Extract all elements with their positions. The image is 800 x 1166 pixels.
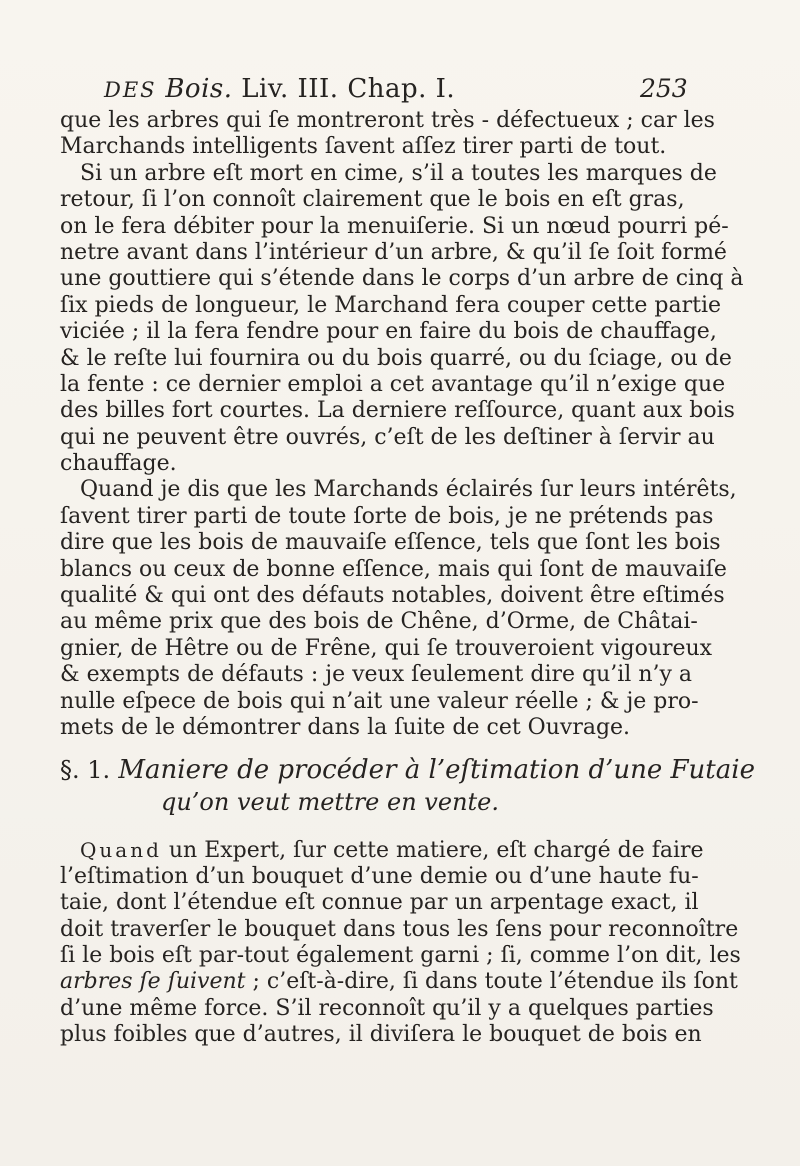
text-line: ſavent tirer parti de toute ſorte de bois, je ne prétends pas	[60, 503, 714, 529]
text-line: & le reſte lui fournira ou du bois quarré, ou du ſciage, ou de	[60, 345, 732, 371]
section-heading-continued	[60, 789, 720, 821]
text-line: au même prix que des bois de Chêne, d’Orme, de Châtai-	[60, 609, 698, 635]
text-line: retour, ſi l’on connoît clairement que le bois en eſt gras,	[60, 187, 685, 213]
text-line: qualité & qui ont des défauts notables, doivent être eſtimés	[60, 583, 725, 609]
paragraph-3	[60, 477, 737, 741]
text-line: ſix pieds de longueur, le Marchand fera couper cette partie	[60, 292, 721, 318]
text-fragment: ; c’eſt-à-dire, ſi dans toute l’étendue ils ſont	[245, 969, 738, 995]
text-line: gnier, de Hêtre ou de Frêne, qui ſe trouveroient vigoureux	[60, 635, 713, 661]
text-line: Marchands intelligents ſavent aſſez tirer parti de tout.	[60, 134, 667, 160]
body-text	[60, 108, 755, 1049]
text-line: viciée ; il la fera fendre pour en faire du bois de chauffage,	[60, 319, 717, 345]
text-line: d’une même force. S’il reconnoît qu’il y a quelques parties	[60, 995, 714, 1021]
text-line: on le fera débiter pour la menuiſerie. Si un nœud pourri pé-	[60, 213, 729, 239]
text-line: des billes fort courtes. La derniere reſſource, quant aux bois	[60, 398, 735, 424]
text-line: blancs ou ceux de bonne eſſence, mais qui ſont de mauvaiſe	[60, 556, 727, 582]
text-line: nulle eſpece de bois qui n’ait une valeur réelle ; & je pro-	[60, 688, 699, 714]
text-line: plus foibles que d’autres, il diviſera le bouquet de bois en	[60, 1022, 702, 1048]
text-line: & exempts de défauts : je veux ſeulement dire qu’il n’y a	[60, 662, 693, 688]
text-line: chauffage.	[60, 451, 177, 477]
text-line: qui ne peuvent être ouvrés, c’eſt de les deſtiner à ſervir au	[60, 424, 715, 450]
initial-word: Quand	[80, 838, 162, 863]
page-number: 253	[640, 74, 688, 103]
running-head-bois: Bois.	[165, 74, 233, 104]
text-line: Si un arbre eſt mort en cime, s’il a toutes les marques de	[80, 160, 717, 186]
text-line: mets de le démontrer dans la ſuite de cet Ouvrage.	[60, 714, 631, 740]
section-number: §. 1.	[60, 756, 111, 785]
text-line: taie, dont l’étendue eſt connue par un arpentage exact, il	[60, 890, 699, 916]
text-line: l’eſtimation d’un bouquet d’une demie ou d’une haute fu-	[60, 863, 699, 889]
running-head	[104, 74, 624, 104]
paragraph-4	[60, 837, 741, 1048]
section-title-line-2: qu’on veut mettre en vente.	[160, 788, 499, 817]
text-line: ſi le bois eſt par-tout également garni ; ſi, comme l’on dit, les	[60, 942, 741, 968]
running-head-chapter: Liv. III. Chap. I.	[241, 74, 456, 104]
italic-phrase: arbres ſe ſuivent	[60, 969, 246, 995]
paragraph-2	[60, 160, 744, 478]
text-line: netre avant dans l’intérieur d’un arbre, & qu’il ſe ſoit formé	[60, 239, 727, 265]
text-line	[60, 969, 738, 995]
text-line	[60, 837, 720, 863]
text-line: une gouttiere qui s’étende dans le corps d’un arbre de cinq à	[60, 266, 744, 292]
section-heading	[60, 755, 755, 789]
text-line: Quand je dis que les Marchands éclairés ſur leurs intérêts,	[80, 477, 737, 503]
section-title-line-1: Maniere de procéder à l’eſtimation d’une Futaie	[118, 755, 755, 786]
text-fragment: un Expert, ſur cette matiere, eſt chargé de faire	[161, 838, 704, 864]
text-line: dire que les bois de mauvaiſe eſſence, tels que ſont les bois	[60, 530, 721, 556]
text-line: la fente : ce dernier emploi a cet avantage qu’il n’exige que	[60, 371, 726, 397]
paragraph-1	[60, 108, 720, 161]
running-head-des: DES	[104, 78, 157, 102]
text-line: doit traverſer le bouquet dans tous les ſens pour reconnoître	[60, 916, 739, 942]
text-line: que les arbres qui ſe montreront très - défectueux ; car les	[60, 108, 715, 133]
